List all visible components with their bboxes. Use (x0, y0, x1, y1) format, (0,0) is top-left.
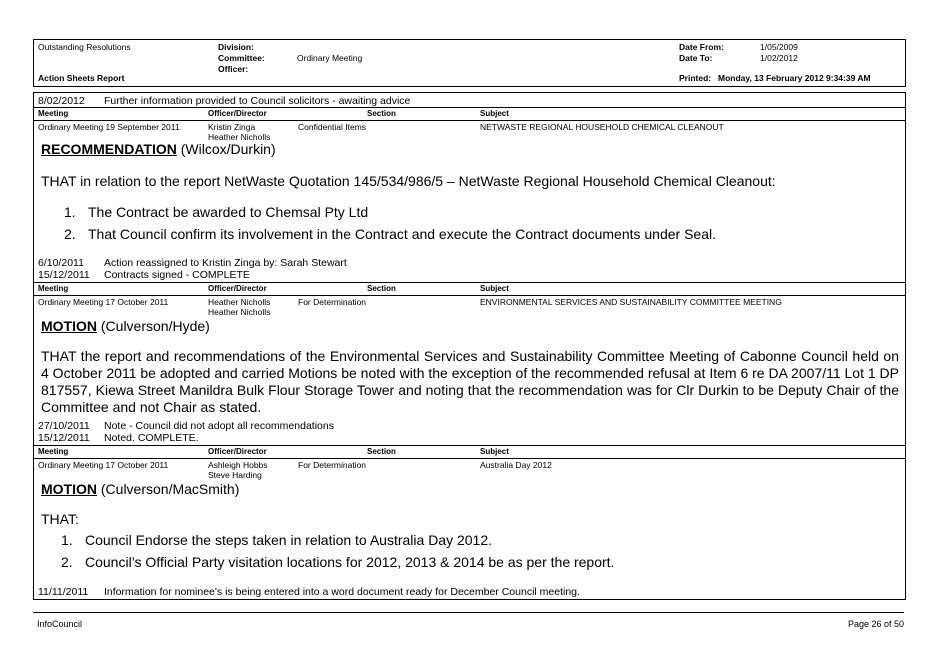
note-date: 15/12/2011 (38, 432, 90, 444)
date-from-value: 1/05/2009 (760, 42, 798, 52)
note-text: Further information provided to Council solicitors - awaiting advice (104, 95, 411, 107)
item-section: Confidential Items (298, 122, 367, 132)
item-officer: Kristin Zinga (208, 122, 256, 132)
note-date: 27/10/2011 (38, 420, 90, 432)
list-number: 1. (61, 532, 73, 548)
item-officer: Heather Nicholls (208, 307, 271, 317)
item-subject: ENVIRONMENTAL SERVICES AND SUSTAINABILITY COMMITTEE MEETING (480, 297, 782, 307)
col-meeting: Meeting (38, 284, 69, 293)
note-text: Noted. COMPLETE. (104, 432, 199, 444)
item-officer: Heather Nicholls (208, 132, 271, 142)
date-to-value: 1/02/2012 (760, 53, 798, 63)
date-to-label: Date To: (679, 53, 713, 63)
committee-label: Committee: (218, 53, 265, 63)
page-footer (33, 612, 904, 629)
col-officer: Officer/Director (208, 109, 267, 118)
item-section: For Determination (298, 297, 367, 307)
item-officer: Heather Nicholls (208, 297, 271, 307)
col-subject: Subject (480, 284, 509, 293)
item-subject: Australia Day 2012 (480, 460, 552, 470)
col-subject: Subject (480, 109, 509, 118)
list-number: 2. (61, 554, 73, 570)
item-officer: Ashleigh Hobbs (208, 460, 268, 470)
action-sheets (33, 92, 906, 600)
col-officer: Officer/Director (208, 447, 267, 456)
item-body: THAT the report and recommendations of the Environmental Services and Sustainability Committee Meeting of Cabonne Council held on 4 October 2011 be adopted and carried Motions be noted with the exception of the recommended refusal at Item 6 re DA 2007/11 Lot 1 DP 817557, Kiewa Street Manildra Bulk Flour Storage Tower and noting that the recommendation was for Clr Durkin to be Deputy Chair of the Committee and not Chair as stated. (41, 348, 899, 415)
date-from-label: Date From: (679, 42, 724, 52)
report-header (33, 39, 906, 87)
item-body: THAT in relation to the report NetWaste Quotation 145/534/986/5 – NetWaste Regional Household Chemical Cleanout: (41, 173, 776, 189)
col-section: Section (367, 447, 396, 456)
item-section: For Determination (298, 460, 367, 470)
column-headers (34, 282, 905, 296)
item-meeting: Ordinary Meeting 17 October 2011 (38, 460, 169, 470)
note-date: 6/10/2011 (38, 257, 84, 269)
note-text: Note - Council did not adopt all recommendations (104, 420, 334, 432)
note-text: Action reassigned to Kristin Zinga by: Sarah Stewart (104, 257, 347, 269)
sheet-title: Action Sheets Report (38, 73, 125, 83)
note-text: Information for nominee's is being entered into a word document ready for December Council meeting. (104, 586, 580, 598)
division-label: Division: (218, 42, 254, 52)
item-subject: NETWASTE REGIONAL HOUSEHOLD CHEMICAL CLEANOUT (480, 122, 724, 132)
list-number: 1. (64, 204, 76, 220)
note-date: 11/11/2011 (38, 586, 89, 598)
item-heading: RECOMMENDATION (Wilcox/Durkin) (41, 141, 276, 157)
column-headers (34, 107, 905, 121)
item-heading: MOTION (Culverson/Hyde) (41, 318, 210, 334)
printed-value: Monday, 13 February 2012 9:34:39 AM (718, 73, 871, 83)
col-meeting: Meeting (38, 109, 69, 118)
col-officer: Officer/Director (208, 284, 267, 293)
note-date: 8/02/2012 (38, 95, 85, 107)
list-item: The Contract be awarded to Chemsal Pty Ltd (88, 204, 369, 220)
item-heading: MOTION (Culverson/MacSmith) (41, 481, 240, 497)
list-item: Council Endorse the steps taken in relation to Australia Day 2012. (85, 532, 493, 548)
item-meeting: Ordinary Meeting 19 September 2011 (38, 122, 180, 132)
item-meeting: Ordinary Meeting 17 October 2011 (38, 297, 169, 307)
item-body: THAT: (41, 511, 79, 527)
page-number: Page 26 of 50 (847, 619, 904, 629)
col-meeting: Meeting (38, 447, 69, 456)
note-text: Contracts signed - COMPLETE (104, 269, 250, 281)
col-subject: Subject (480, 447, 509, 456)
note-date: 15/12/2011 (38, 269, 90, 281)
printed-label: Printed: (679, 73, 712, 83)
column-headers (34, 445, 905, 459)
list-item: Council’s Official Party visitation locations for 2012, 2013 & 2014 be as per the report. (85, 554, 615, 570)
app-name: InfoCouncil (37, 619, 83, 629)
col-section: Section (367, 109, 396, 118)
item-officer: Steve Harding (208, 470, 262, 480)
report-name: Outstanding Resolutions (38, 42, 131, 52)
officer-label: Officer: (218, 64, 249, 74)
committee-value: Ordinary Meeting (297, 53, 363, 63)
col-section: Section (367, 284, 396, 293)
list-item: That Council confirm its involvement in the Contract and execute the Contract documents under Seal. (88, 226, 716, 242)
list-number: 2. (64, 226, 76, 242)
